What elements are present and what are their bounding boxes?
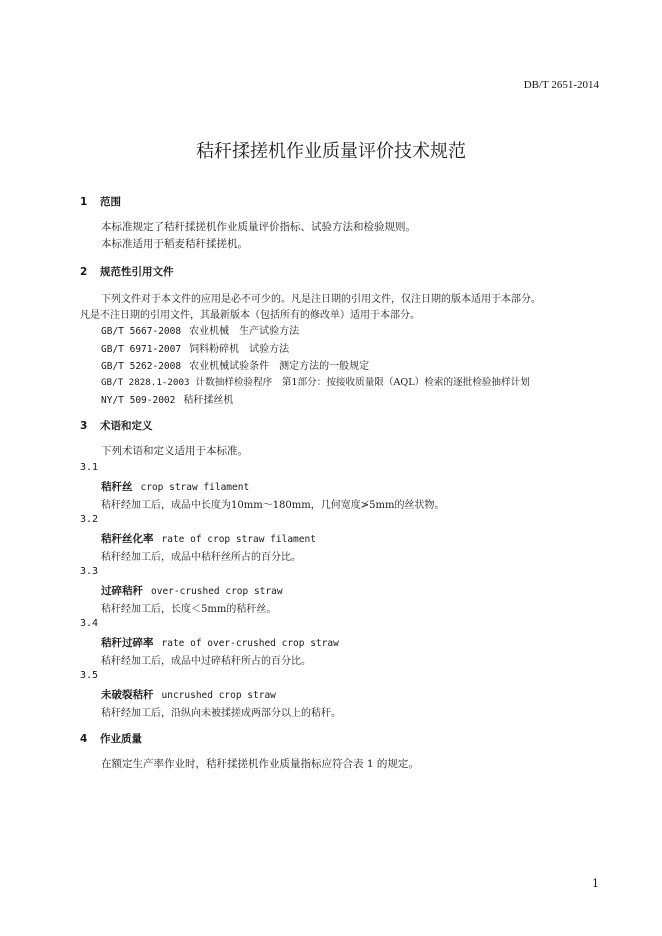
reference-code: GB/T 5262-2008 [101,361,182,372]
section-number: 3 [80,420,88,432]
reference-name: 秸秆揉丝机 [183,395,234,406]
page-title: 秸秆揉搓机作业质量评价技术规范 [196,141,466,162]
section-title: 规范性引用文件 [100,266,174,278]
paragraph: 下列术语和定义适用于本标准。 [101,445,248,457]
reference-code: NY/T 509-2002 [101,395,176,406]
term-chinese: 秸秆过碎率 [101,637,154,649]
paragraph: 下列文件对于本文件的应用是必不可少的。凡是注日期的引用文件，仅注日期的版本适用于本部分。 [101,294,541,305]
reference-name: 农业机械试验条件 测定方法的一般规定 [189,361,370,372]
term-definition: 秸秆经加工后，成品中秸秆丝所占的百分比。 [101,552,301,563]
term-number: 3.1 [80,462,99,473]
section-1-heading [80,194,121,209]
reference-item [101,340,289,355]
page-number: 1 [592,877,599,890]
term-definition: 秸秆经加工后，成品中过碎秸秆所占的百分比。 [101,656,311,667]
reference-name: 农业机械 生产试验方法 [189,326,300,337]
reference-item [101,322,299,337]
reference-code: GB/T 6971-2007 [101,344,182,355]
term-number: 3.5 [80,670,99,681]
reference-name: 饲料粉碎机 试验方法 [189,344,290,355]
term-chinese: 过碎秸秆 [101,585,143,597]
term-number: 3.2 [80,514,99,525]
term-chinese: 秸秆丝 [101,481,133,493]
term-english: over-crushed crop straw [151,586,283,597]
term-chinese: 未破裂秸秆 [101,689,154,701]
section-number: 2 [80,266,88,278]
section-title: 范围 [100,196,121,208]
term-english: rate of over-crushed crop straw [161,638,339,649]
term-english: crop straw filament [140,482,250,493]
section-number: 1 [80,196,88,208]
paragraph: 在额定生产率作业时，秸秆揉搓机作业质量指标应符合表 1 的规定。 [101,758,419,770]
section-4-heading [80,731,142,746]
term-chinese: 秸秆丝化率 [101,533,154,545]
term-definition: 秸秆经加工后，成品中长度为10mm～180mm，几何宽度≯5mm的丝状物。 [101,500,445,511]
term-heading [101,687,276,702]
reference-code: GB/T 2828.1-2003 [101,377,190,388]
reference-item [101,374,530,388]
section-number: 4 [80,733,88,745]
term-heading [101,531,316,546]
term-number: 3.4 [80,618,99,629]
standard-code-header: DB/T 2651-2014 [523,79,599,91]
reference-item [101,357,369,372]
section-title: 作业质量 [100,733,142,745]
paragraph: 凡是不注日期的引用文件，其最新版本（包括所有的修改单）适用于本部分。 [80,310,420,321]
term-english: uncrushed crop straw [161,690,276,701]
section-3-heading [80,418,153,433]
section-2-heading [80,264,174,279]
term-definition: 秸秆经加工后，长度＜5mm的秸秆丝。 [101,604,277,615]
reference-code: GB/T 5667-2008 [101,326,182,337]
paragraph: 本标准适用于稻麦秸秆揉搓机。 [101,238,248,250]
term-definition: 秸秆经加工后，沿纵向未被揉搓成两部分以上的秸秆。 [101,708,341,719]
reference-item [101,391,233,406]
paragraph: 本标准规定了秸秆揉搓机作业质量评价指标、试验方法和检验规则。 [101,221,416,233]
term-english: rate of crop straw filament [161,534,316,545]
term-number: 3.3 [80,566,99,577]
term-heading [101,479,249,494]
section-title: 术语和定义 [100,420,153,432]
term-heading [101,635,339,650]
term-heading [101,583,283,598]
reference-name: 计数抽样检验程序 第1部分：按接收质量限（AQL）检索的逐批检验抽样计划 [195,377,530,388]
